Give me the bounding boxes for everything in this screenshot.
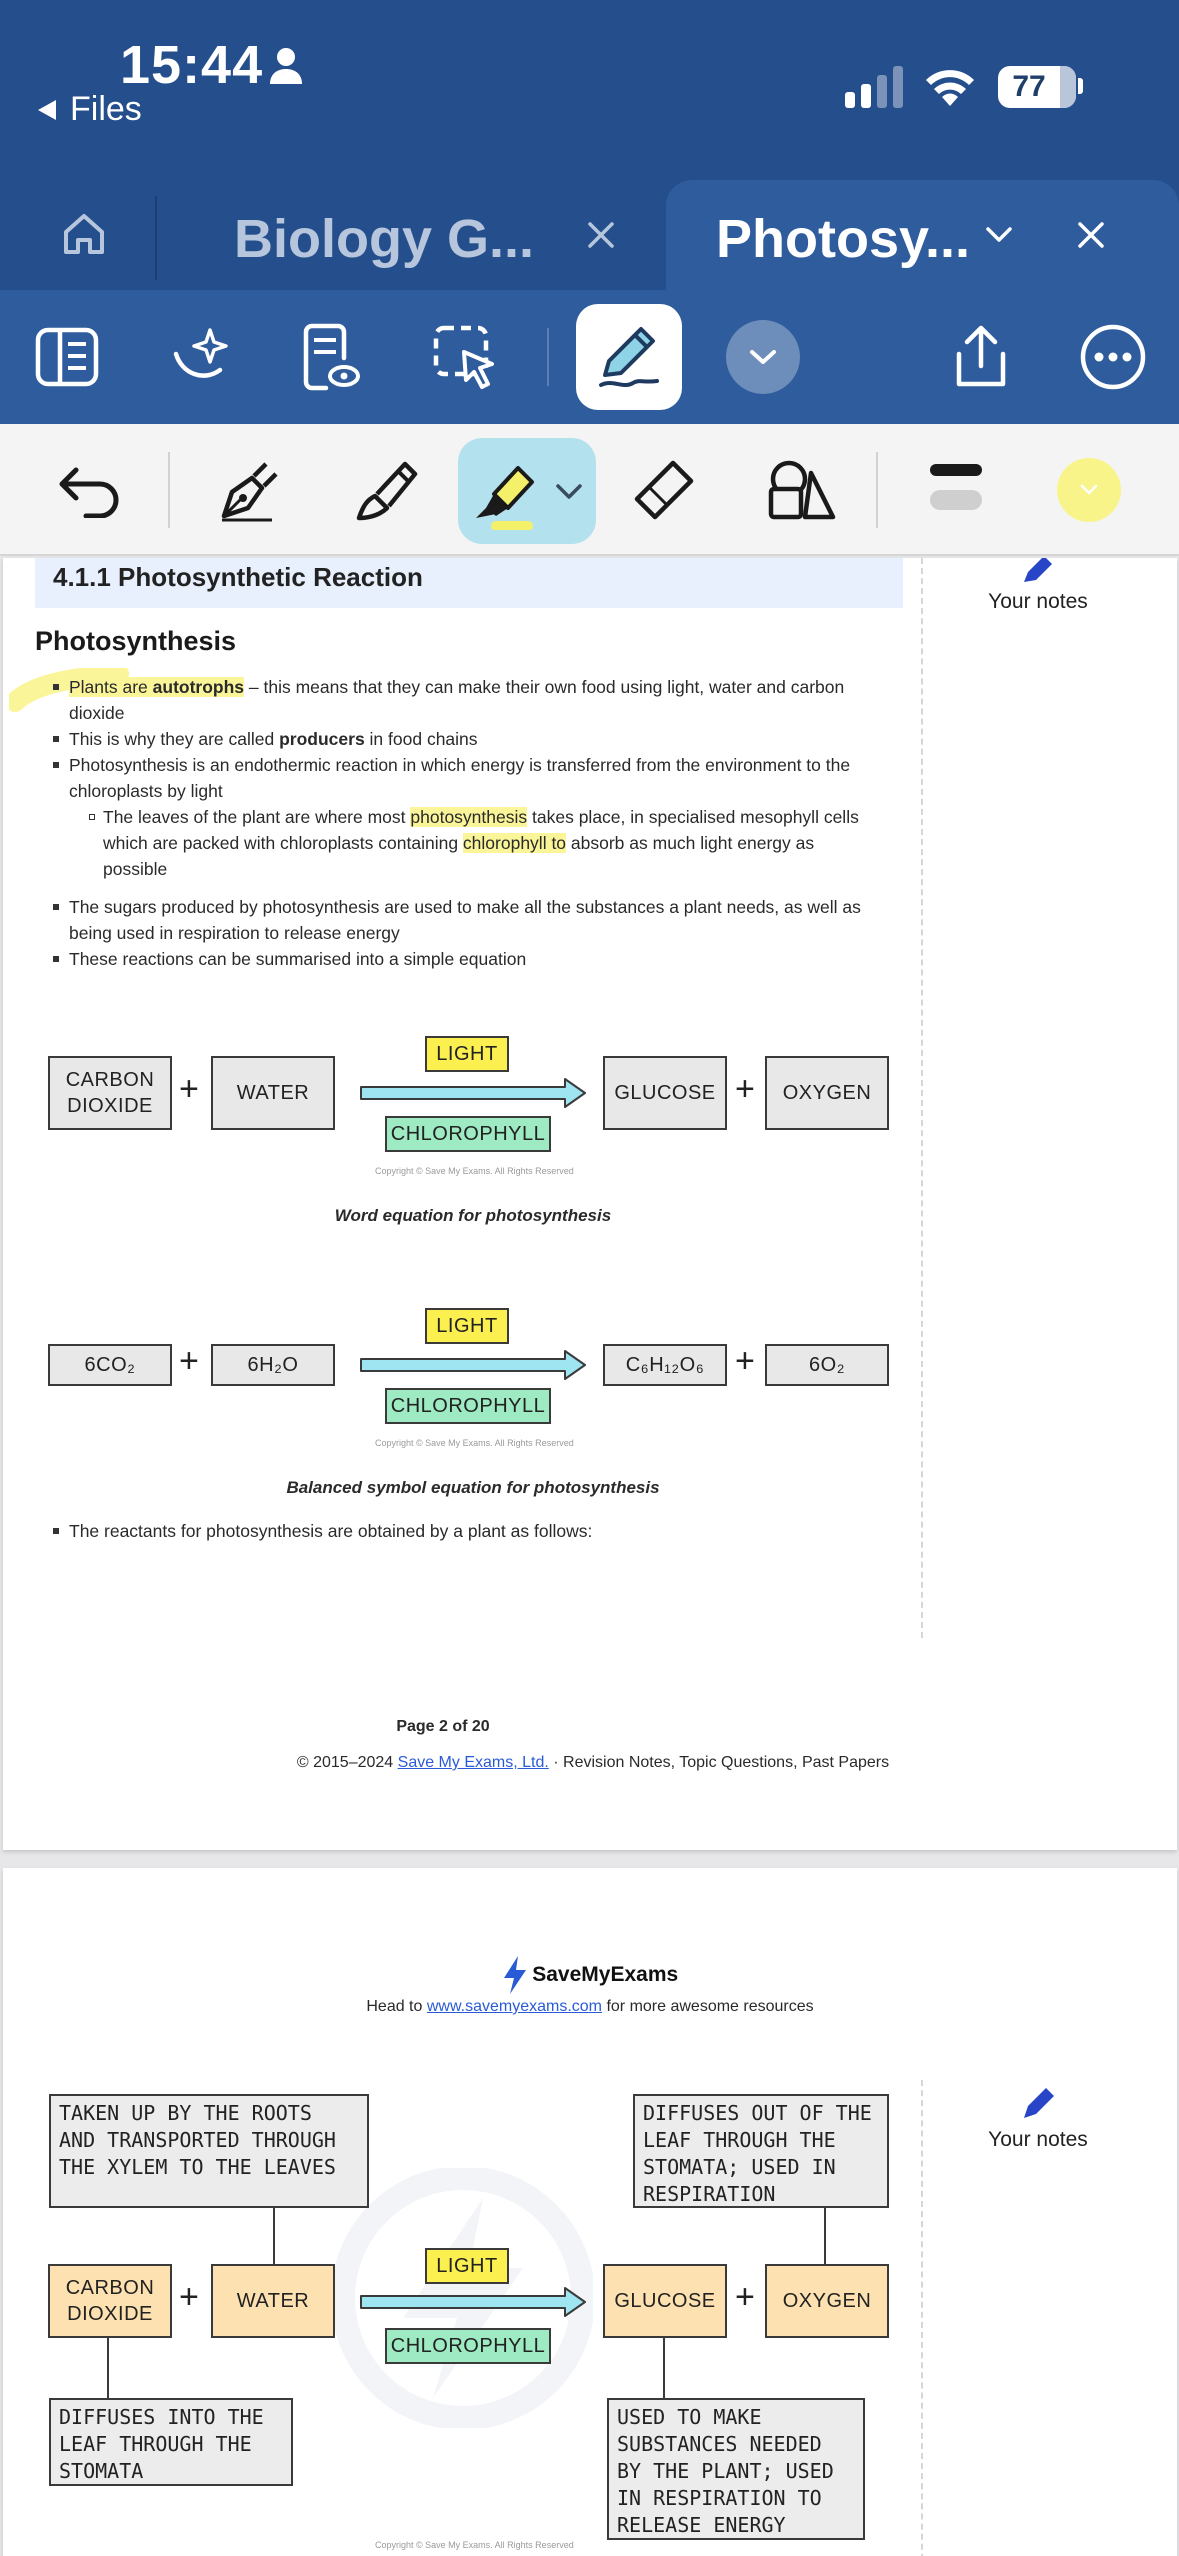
bullet-text: absorb as much light energy as [566, 833, 815, 853]
bullet-term: autotrophs [152, 677, 245, 697]
home-icon[interactable] [60, 210, 108, 258]
back-to-files[interactable] [36, 90, 142, 129]
section-heading [35, 558, 903, 608]
pencil-icon [1018, 2082, 1058, 2122]
eq-water: WATER [211, 1056, 335, 1130]
reaction-arrow [359, 1349, 587, 1381]
ai-sparkle-icon [168, 324, 234, 390]
plus-sign: + [735, 1342, 755, 1380]
copyright-note: Copyright © Save My Exams. All Rights Reserved [375, 1438, 574, 1448]
tab-biology[interactable] [180, 180, 640, 290]
plus-sign: + [735, 2278, 755, 2316]
your-notes-label [963, 2082, 1113, 2152]
brand-name: SaveMyExams [532, 1963, 679, 1986]
bullet [53, 736, 59, 742]
bullet-producers [69, 726, 478, 752]
undo-button[interactable] [50, 450, 130, 530]
your-notes-text: Your notes [988, 2128, 1088, 2151]
bullet-reactants: The reactants for photosynthesis are obtained by a plant as follows: [69, 1521, 593, 1541]
bullet-autotrophs [69, 674, 844, 700]
eq-oxygen: OXYGEN [765, 1056, 889, 1130]
reader-mode-button[interactable] [30, 320, 104, 394]
eq-6h2o: 6H₂O [211, 1344, 335, 1386]
tab-label: Photosy... [716, 209, 971, 269]
footer-text: © 2015–2024 [296, 1754, 398, 1771]
pen-edit-icon [593, 321, 665, 393]
more-button[interactable] [1076, 320, 1150, 394]
bullet-text: The leaves of the plant are where most [103, 807, 411, 827]
chevron-down-icon [748, 346, 778, 368]
tab-separator [155, 196, 157, 280]
note-used-to-make: USED TO MAKE SUBSTANCES NEEDED BY THE PLANT; USED IN RESPIRATION TO RELEASE ENERGY [607, 2398, 865, 2540]
bullet-leaves [103, 804, 859, 830]
more-icon [1078, 322, 1148, 392]
eraser-tool-button[interactable] [624, 450, 704, 530]
plus-sign: + [735, 1070, 755, 1108]
stroke-thickness-picker[interactable] [930, 464, 982, 510]
bullet-text: which are packed with chloroplasts containing [103, 833, 463, 853]
lightning-logo-icon [502, 1956, 528, 1994]
copyright-note: Copyright © Save My Exams. All Rights Reserved [375, 1166, 574, 1176]
plus-sign: + [179, 1070, 199, 1108]
fountain-pen-icon [216, 456, 284, 524]
undo-icon [56, 462, 124, 518]
bullet [53, 956, 59, 962]
footer-link[interactable]: Save My Exams, Ltd. [397, 1754, 549, 1771]
notes-divider [921, 2080, 923, 2556]
bullet-summary: These reactions can be summarised into a simple equation [69, 949, 527, 969]
notes-preview-button[interactable] [294, 320, 368, 394]
tab-label: Biology G... [234, 209, 535, 269]
figure-caption: Balanced symbol equation for photosynthesis [286, 1478, 660, 1497]
note-diffuses-out: DIFFUSES OUT OF THE LEAF THROUGH THE STOMATA; USED IN RESPIRATION [633, 2094, 889, 2208]
eq-glucose: GLUCOSE [603, 1056, 727, 1130]
page-number: Page 2 of 20 [396, 1718, 490, 1735]
bullet-text: This is why they are called [69, 729, 280, 749]
connector-line [107, 2338, 109, 2398]
sub-bullet [89, 814, 95, 820]
brush-tool-button[interactable] [348, 450, 428, 530]
highlighter-icon [468, 456, 546, 530]
eq-glucose: GLUCOSE [603, 2264, 727, 2338]
eq-oxygen: OXYGEN [765, 2264, 889, 2338]
page-footer [3, 1750, 1177, 1776]
color-picker-button[interactable] [1057, 458, 1121, 522]
document-tabs [0, 180, 1179, 290]
person-icon [268, 46, 304, 86]
document-page-2 [3, 558, 1177, 1850]
lasso-select-button[interactable] [428, 320, 502, 394]
toolbar-separator [547, 328, 549, 386]
brand-subheader [3, 1994, 1177, 2020]
battery-nub [1078, 78, 1083, 94]
tool-separator [168, 452, 170, 528]
back-icon [36, 98, 58, 122]
highlighter-tool-button[interactable] [458, 438, 596, 544]
eq-light: LIGHT [425, 2248, 509, 2284]
highlighted-text: chlorophyll to [462, 833, 567, 853]
brand-header [3, 1956, 1177, 1994]
connector-line [273, 2208, 275, 2264]
eq-glucose-formula: C₆H₁₂O₆ [603, 1344, 727, 1386]
shapes-icon [765, 455, 839, 525]
wifi-icon [924, 64, 976, 108]
back-label: Files [70, 90, 142, 128]
bullet-autotrophs-cont: dioxide [69, 703, 125, 723]
pen-tool-button[interactable] [210, 450, 290, 530]
pencil-icon [1018, 558, 1058, 584]
battery-indicator [998, 66, 1076, 108]
status-time: 15:44 [120, 35, 264, 95]
bullet-endothermic-cont: chloroplasts by light [69, 781, 223, 801]
notes-preview-icon [300, 322, 362, 392]
status-bar [0, 0, 1179, 180]
chevron-down-icon[interactable] [984, 222, 1014, 246]
highlighted-text: photosynthesis [410, 807, 528, 827]
main-toolbar [0, 290, 1179, 424]
website-link[interactable]: www.savemyexams.com [426, 1998, 602, 2015]
eraser-icon [629, 455, 699, 525]
bullet [53, 684, 59, 690]
eq-light: LIGHT [425, 1308, 509, 1344]
annotate-options-button[interactable] [726, 320, 800, 394]
chevron-down-icon[interactable] [554, 482, 584, 502]
bullet-text: Plants are [69, 677, 153, 697]
signal-icon [845, 66, 905, 108]
eq-carbon-dioxide: CARBON DIOXIDE [48, 2264, 172, 2338]
your-notes-label [963, 558, 1113, 614]
plus-sign: + [179, 1342, 199, 1380]
bullet-term: producers [279, 729, 365, 749]
eq-chlorophyll: CHLOROPHYLL [385, 1116, 551, 1152]
bullet-sugars-cont: being used in respiration to release energy [69, 923, 400, 943]
reaction-arrow [359, 2286, 587, 2318]
subheader-text: for more awesome resources [602, 1998, 814, 2015]
page-title: Photosynthesis [35, 626, 237, 656]
battery-level: 77 [1012, 70, 1046, 103]
bullet-endothermic: Photosynthesis is an endothermic reaction in which energy is transferred from the environment to the [69, 755, 851, 775]
connector-line [824, 2208, 826, 2264]
share-button[interactable] [944, 320, 1018, 394]
eq-6co2: 6CO₂ [48, 1344, 172, 1386]
figure-caption: Word equation for photosynthesis [334, 1206, 612, 1225]
reaction-arrow [359, 1077, 587, 1109]
lasso-icon [430, 322, 500, 392]
notes-divider [921, 558, 923, 1638]
note-roots-xylem: TAKEN UP BY THE ROOTS AND TRANSPORTED THROUGH THE XYLEM TO THE LEAVES [49, 2094, 369, 2208]
brush-icon [353, 456, 423, 524]
app-chrome [0, 0, 1179, 424]
bullet-text: – this means that they can make their own food using light, water and carbon [244, 677, 845, 697]
eq-light: LIGHT [425, 1036, 509, 1072]
close-icon[interactable] [1076, 220, 1106, 250]
chevron-down-icon [1079, 483, 1099, 497]
footer-text: · Revision Notes, Topic Questions, Past Papers [548, 1754, 890, 1771]
eq-chlorophyll: CHLOROPHYLL [385, 1388, 551, 1424]
bullet [53, 1528, 59, 1534]
eq-carbon-dioxide: CARBON DIOXIDE [48, 1056, 172, 1130]
bullet [53, 904, 59, 910]
plus-sign: + [179, 2278, 199, 2316]
tab-photosynthesis[interactable] [666, 180, 1179, 290]
shapes-tool-button[interactable] [762, 450, 842, 530]
copyright-note: Copyright © Save My Exams. All Rights Reserved [375, 2540, 574, 2550]
connector-line [663, 2338, 665, 2398]
bullet [53, 762, 59, 768]
share-icon [949, 324, 1013, 390]
bullet-sugars: The sugars produced by photosynthesis are used to make all the substances a plant needs, as well as [69, 897, 861, 917]
bullet-leaves-cont2: possible [103, 859, 168, 879]
bullet-leaves-cont [103, 830, 814, 856]
annotate-button[interactable] [576, 304, 682, 410]
bullet-text: in food chains [364, 729, 478, 749]
reader-icon [34, 326, 100, 388]
section-heading-text: 4.1.1 Photosynthetic Reaction [53, 562, 423, 592]
eq-water: WATER [211, 2264, 335, 2338]
eq-chlorophyll: CHLOROPHYLL [385, 2328, 551, 2364]
subheader-text: Head to [366, 1998, 427, 2015]
document-page-3 [3, 1868, 1177, 2556]
close-icon[interactable] [586, 220, 616, 250]
annotation-toolbar [0, 424, 1179, 556]
eq-6o2: 6O₂ [765, 1344, 889, 1386]
bullet-text: takes place, in specialised mesophyll cells [527, 807, 859, 827]
tool-separator [876, 452, 878, 528]
your-notes-text: Your notes [988, 590, 1088, 613]
note-diffuses-in: DIFFUSES INTO THE LEAF THROUGH THE STOMATA [49, 2398, 293, 2486]
ai-assist-button[interactable] [164, 320, 238, 394]
